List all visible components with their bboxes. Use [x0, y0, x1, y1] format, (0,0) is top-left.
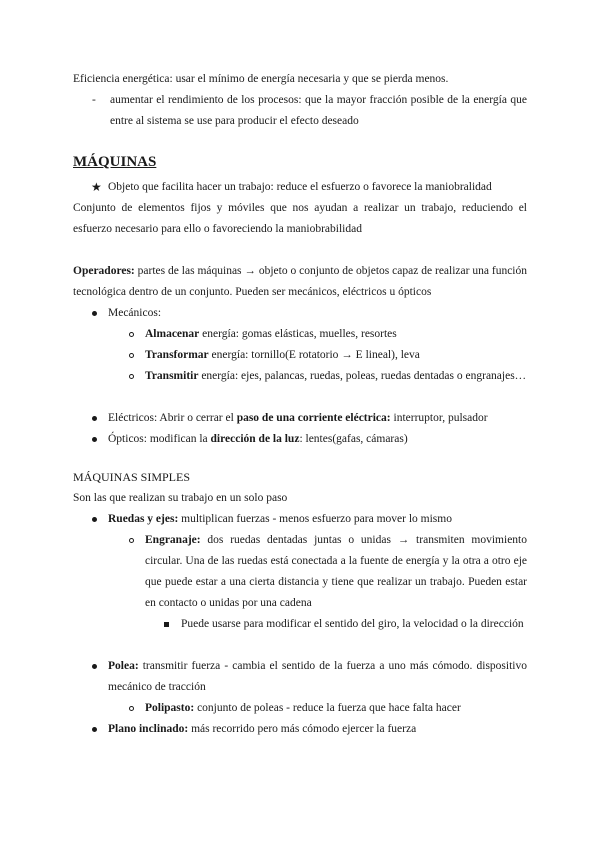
opticos-bold: dirección de la luz: [210, 433, 300, 445]
intro-sub: aumentar el rendimiento de los procesos: que la mayor fracción posible de la energía que entre al sistema se use para producir el efecto deseado: [110, 94, 527, 127]
almacenar-item: [145, 324, 527, 345]
electricos-item: [108, 408, 527, 429]
engranaje-item: [145, 530, 527, 614]
electricos-bold: paso de una corriente eléctrica:: [236, 412, 391, 424]
bullet-circle: [129, 538, 134, 543]
simples-intro: Son las que realizan su trabajo en un solo paso: [73, 492, 288, 504]
electricos-text: Eléctricos: Abrir o cerrar el: [108, 412, 237, 424]
intro-line: Eficiencia energética: usar el mínimo de energía necesaria y que se pierda menos.: [73, 73, 449, 85]
engranaje-text: dos ruedas dentadas juntas o unidas → transmiten movimiento circular. Una de las ruedas está conectada a la fuente de energía y la otra a otro eje que puede estar a una cierta distancia y tiene que realizar un trabajo. Pueden estar en contacto o unidas por una cadena: [145, 534, 527, 609]
operadores-para: [73, 261, 527, 303]
maquinas-para: Conjunto de elementos fijos y móviles que nos ayudan a realizar un trabajo, reduciendo el esfuerzo necesario para ello o favoreciendo la maniobrabilidad: [73, 202, 527, 235]
bullet-circle: [129, 353, 134, 358]
transmitir-bold: Transmitir: [145, 370, 199, 382]
simples-heading: MÁQUINAS SIMPLES: [73, 470, 191, 484]
mecanicos-item: Mecánicos:: [108, 307, 162, 319]
bullet-circle: [129, 706, 134, 711]
polea-text: transmitir fuerza - cambia el sentido de la fuerza a uno más cómodo. dispositivo mecánico de tracción: [108, 660, 527, 693]
transmitir-text: energía: ejes, palancas, ruedas, poleas, ruedas dentadas o engranajes…: [198, 370, 527, 382]
electricos-end: interruptor, pulsador: [390, 412, 488, 424]
polipasto-text: conjunto de poleas - reduce la fuerza que hace falta hacer: [194, 702, 461, 714]
opticos-end: : lentes(gafas, cámaras): [299, 433, 408, 445]
bullet-dot: [92, 664, 97, 669]
ruedas-bold: Ruedas y ejes:: [108, 513, 179, 525]
transformar-bold: Transformar: [145, 349, 209, 361]
polea-bold: Polea:: [108, 660, 139, 672]
bullet-circle: [129, 332, 134, 337]
bullet-circle: [129, 374, 134, 379]
opticos-item: [108, 429, 527, 450]
transformar-item: [145, 345, 527, 366]
bullet-dot: [92, 727, 97, 732]
maquinas-heading: MÁQUINAS: [73, 154, 157, 170]
transmitir-item: [145, 366, 527, 387]
polipasto-item: [145, 698, 527, 719]
giro-item: Puede usarse para modificar el sentido del giro, la velocidad o la dirección: [181, 618, 524, 630]
polea-item: [108, 656, 527, 698]
ruedas-item: [108, 509, 527, 530]
bullet-square: [164, 622, 169, 627]
operadores-label: Operadores:: [73, 265, 135, 277]
star-icon: ★: [91, 180, 102, 194]
almacenar-bold: Almacenar: [145, 328, 200, 340]
opticos-text: Ópticos: modifican la: [108, 433, 211, 445]
transformar-text: energía: tornillo(E rotatorio → E lineal), leva: [208, 349, 420, 361]
bullet-dot: [92, 311, 97, 316]
ruedas-text: multiplican fuerzas - menos esfuerzo para mover lo mismo: [178, 513, 452, 525]
bullet-dot: [92, 416, 97, 421]
almacenar-text: energía: gomas elásticas, muelles, resortes: [199, 328, 397, 340]
maquinas-def: Objeto que facilita hacer un trabajo: reduce el esfuerzo o favorece la maniobralidad: [108, 181, 492, 193]
dash-marker: -: [92, 94, 96, 106]
plano-text: más recorrido pero más cómodo ejercer la fuerza: [188, 723, 417, 735]
plano-bold: Plano inclinado:: [108, 723, 189, 735]
bullet-dot: [92, 517, 97, 522]
plano-item: [108, 719, 527, 740]
engranaje-bold: Engranaje:: [145, 534, 201, 546]
polipasto-bold: Polipasto:: [145, 702, 195, 714]
bullet-dot: [92, 437, 97, 442]
operadores-text: partes de las máquinas → objeto o conjunto de objetos capaz de realizar una función tecnológica dentro de un conjunto. Pueden ser mecánicos, eléctricos u ópticos: [73, 265, 527, 298]
